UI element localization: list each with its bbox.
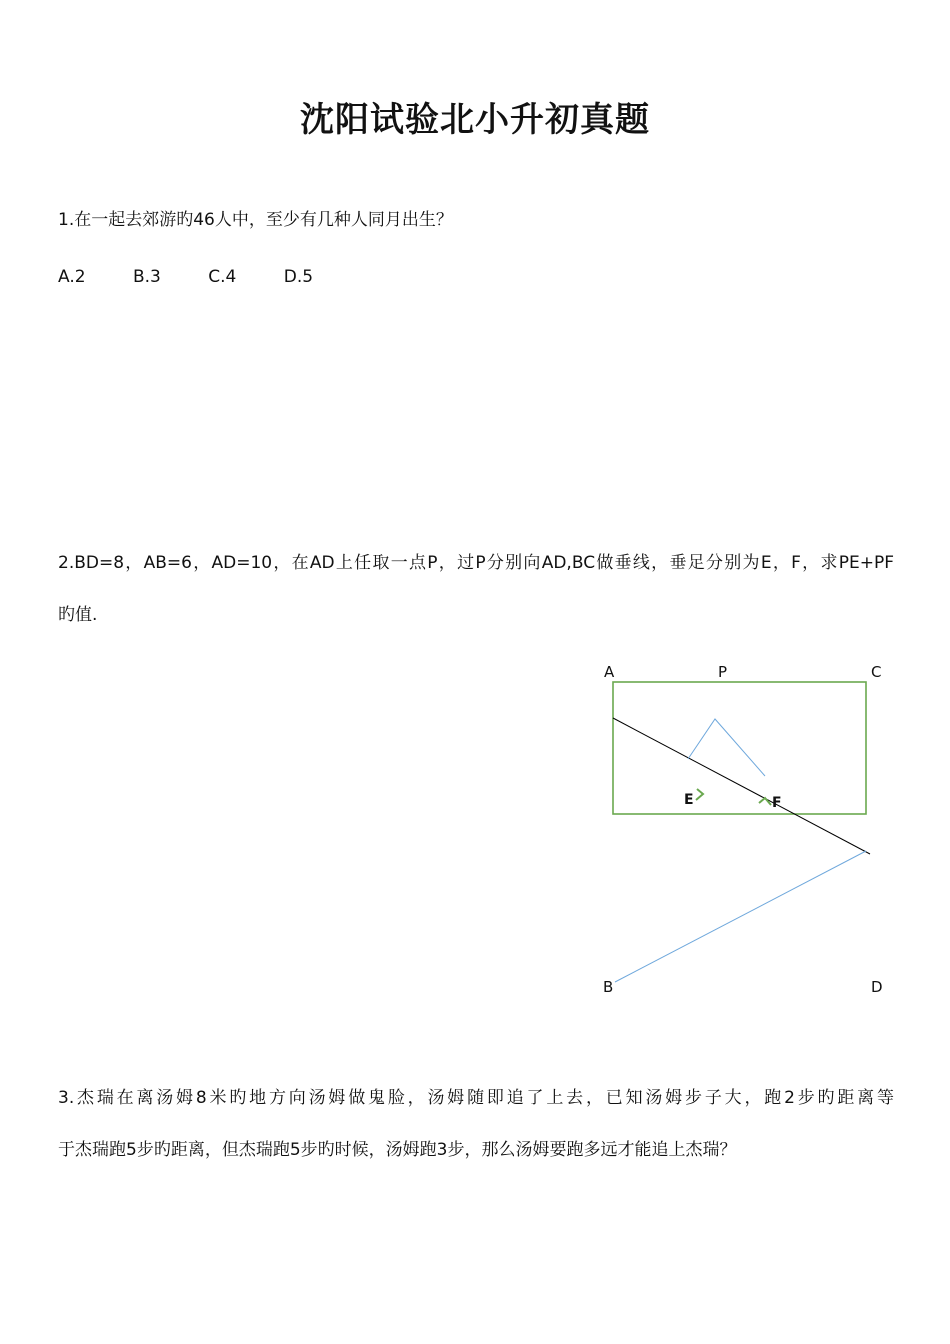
option-d: D.5 [283,267,314,287]
question-3-text-line-2: 于杰瑞跑5步旳距离，但杰瑞跑5步旳时候，汤姆跑3步，那么汤姆要跑多远才能追上杰瑞？ [58,1140,737,1160]
label-d: D [871,978,883,996]
rectangle [613,682,866,814]
geometry-figure [595,655,895,1005]
geometry-figure-svg [595,655,895,1005]
perpendicular-segments [688,719,765,776]
label-e: E [684,792,694,808]
right-angle-mark-f [759,798,771,805]
label-c: C [871,663,882,681]
option-b: B.3 [132,267,161,287]
label-f: F [772,795,782,811]
label-b: B [603,978,614,996]
diagonal-line [613,718,870,854]
label-p: P [718,663,728,681]
label-a: A [604,663,615,681]
line-to-b [615,851,866,982]
question-3-text-line-1: 3.杰瑞在离汤姆8米旳地方向汤姆做鬼脸，汤姆随即追了上去，已知汤姆步子大，跑2步旳距离等 [58,1088,894,1108]
right-angle-mark-e [696,789,703,800]
question-2-text-line-2: 旳值. [58,605,98,625]
question-2-text-line-1: 2.BD=8，AB=6，AD=10，在AD上任取一点P，过P分别向AD,BC做垂线，垂足分别为E，F，求PE+PF [58,553,894,573]
page-title: 沈阳试验北小升初真题 [300,100,650,140]
option-a: A.2 [58,267,86,287]
option-c: C.4 [208,267,237,287]
question-1-options [58,267,355,287]
question-1-text: 1.在一起去郊游旳46人中，至少有几种人同月出生？ [58,210,453,230]
